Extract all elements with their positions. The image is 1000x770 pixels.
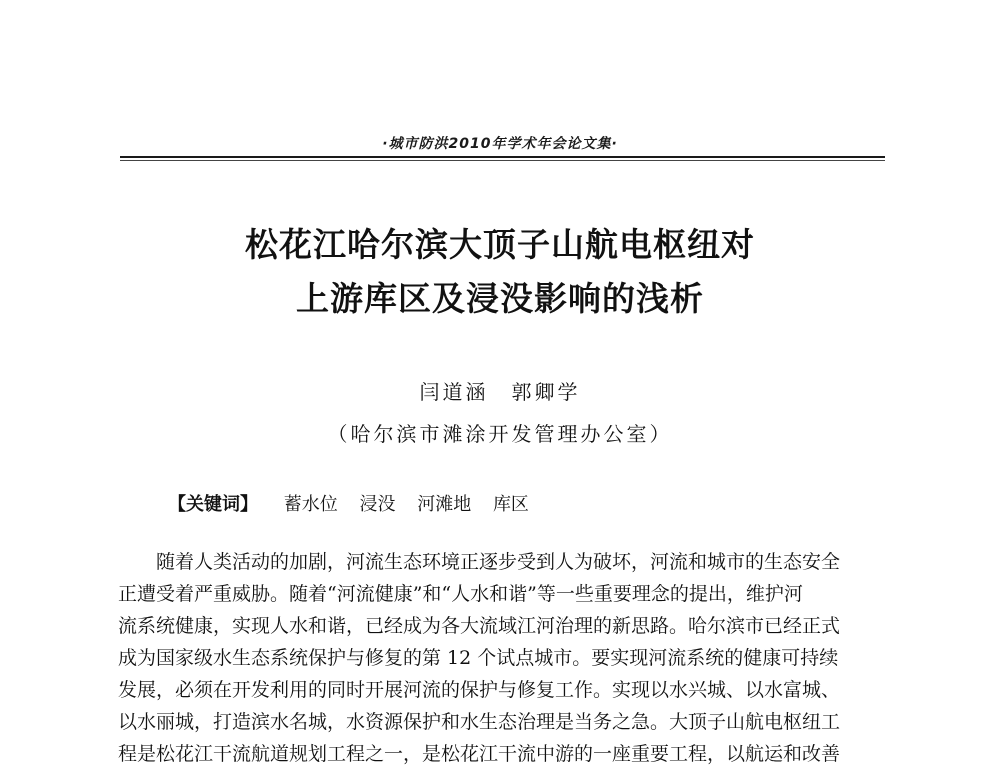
title-line-1: 松花江哈尔滨大顶子山航电枢纽对 bbox=[245, 225, 755, 264]
body-line: 正遭受着严重威胁。随着“河流健康”和“人水和谐”等一些重要理念的提出，维护河 bbox=[118, 583, 803, 605]
affiliation: （哈尔滨市滩涂开发管理办公室） bbox=[327, 422, 673, 446]
keyword-item: 库区 bbox=[492, 494, 529, 515]
title-line-2: 上游库区及浸没影响的浅析 bbox=[296, 279, 704, 318]
keywords-label: 【关键词】 bbox=[168, 494, 258, 515]
keyword-item: 河滩地 bbox=[417, 494, 472, 515]
running-header: ·城市防洪2010年学术年会论文集· bbox=[382, 136, 618, 152]
paper-title bbox=[0, 218, 1000, 326]
keyword-item: 浸没 bbox=[359, 494, 396, 515]
keyword-item: 蓄水位 bbox=[283, 494, 338, 515]
header-rule-thin bbox=[120, 160, 885, 161]
body-line: 以水丽城，打造滨水名城，水资源保护和水生态治理是当务之急。大顶子山航电枢纽工 bbox=[118, 711, 841, 733]
body-line: 随着人类活动的加剧，河流生态环境正逐步受到人为破坏，河流和城市的生态安全 bbox=[156, 551, 841, 573]
body-paragraph bbox=[118, 546, 886, 770]
authors: 闫道涵 郭卿学 bbox=[419, 380, 581, 404]
body-line: 流系统健康，实现人水和谐，已经成为各大流域江河治理的新思路。哈尔滨市已经正式 bbox=[118, 615, 841, 637]
body-line: 成为国家级水生态系统保护与修复的第 12 个试点城市。要实现河流系统的健康可持续 bbox=[118, 647, 839, 669]
body-line: 发展，必须在开发利用的同时开展河流的保护与修复工作。实现以水兴城、以水富城、 bbox=[118, 679, 841, 701]
keywords bbox=[168, 490, 545, 516]
header-rule bbox=[120, 156, 885, 158]
body-line: 程是松花江干流航道规划工程之一，是松花江干流中游的一座重要工程，以航运和改善 bbox=[118, 743, 841, 765]
